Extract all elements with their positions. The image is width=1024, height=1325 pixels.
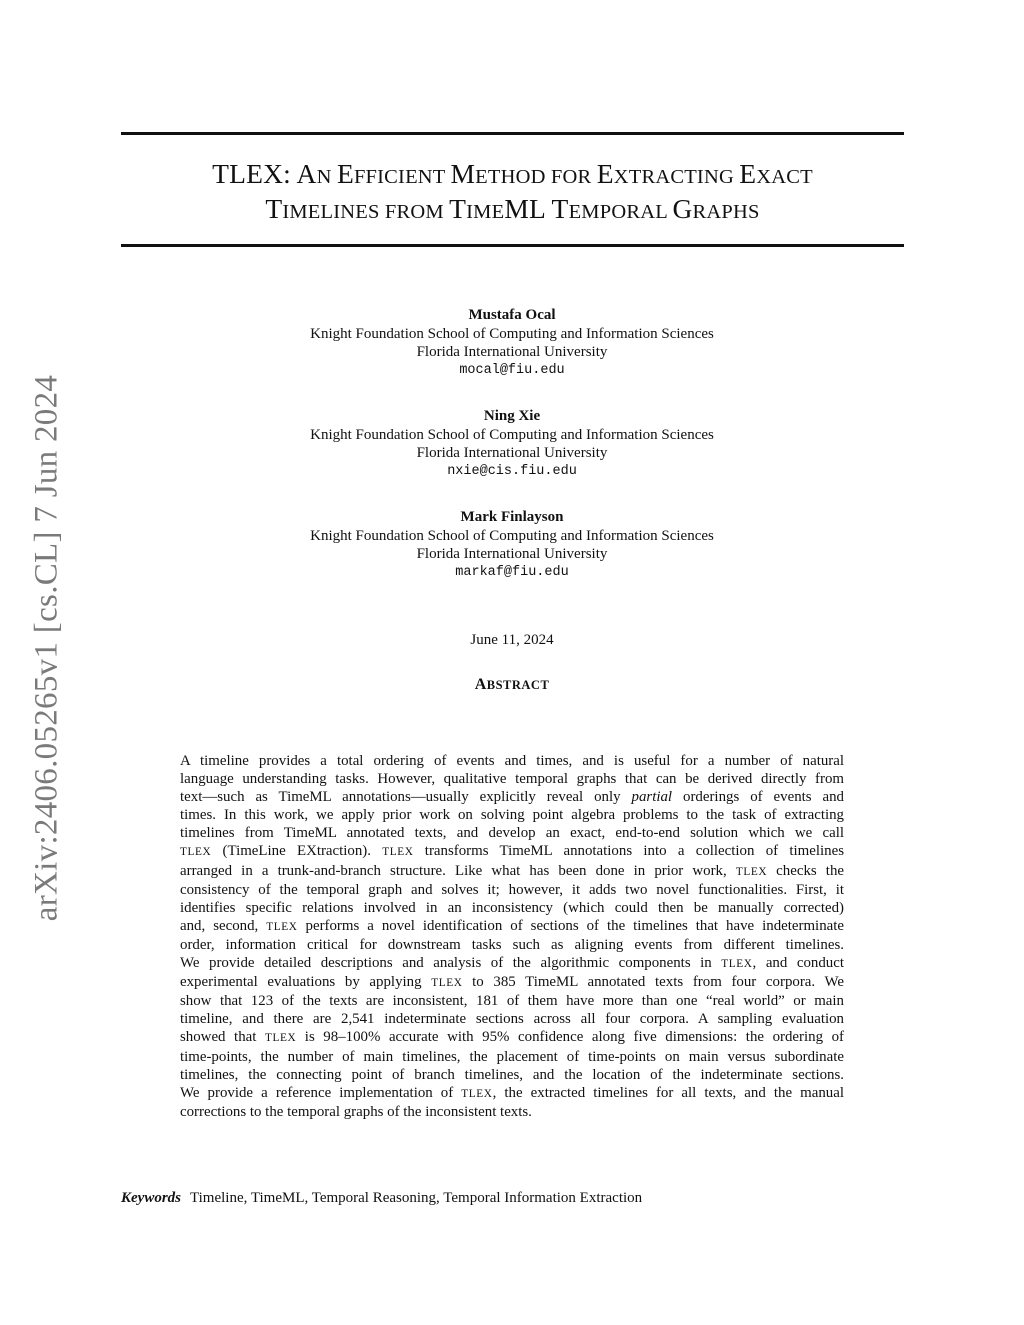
abstract-heading — [0, 676, 1024, 694]
title-rule-bottom — [121, 244, 904, 247]
tlex-system-name: TLEX — [721, 958, 753, 971]
author-institution: Florida International University — [416, 344, 608, 360]
abstract-line — [180, 1103, 844, 1121]
abstract-line — [180, 752, 844, 770]
abstract-line — [180, 881, 844, 899]
arxiv-identifier-stamp: arXiv:2406.05265v1 [cs.CL] 7 Jun 2024 — [28, 374, 65, 922]
author-entry — [0, 508, 1024, 582]
author-affiliation: Knight Foundation School of Computing and Information Sciences — [310, 527, 714, 544]
abstract-line — [180, 973, 844, 992]
abstract-line — [180, 992, 844, 1010]
title-segment-small: N — [316, 166, 337, 188]
abstract-line — [180, 1084, 844, 1103]
author-block — [0, 306, 1024, 609]
title-segment-small: XTRACTING — [613, 166, 740, 188]
abstract-text: transforms TimeML annotations into a collection of timelines — [413, 843, 844, 860]
abstract-line — [180, 936, 844, 954]
abstract-line — [180, 1028, 844, 1047]
title-segment-small: ETHOD FOR — [475, 166, 597, 188]
abstract-line — [180, 862, 844, 881]
author-name: Ning Xie — [483, 408, 541, 424]
title-segment-large: ML T — [504, 193, 569, 224]
paper-title — [121, 158, 904, 228]
title-segment-small: IMELINES FROM — [282, 201, 450, 223]
title-segment-small: EMPORAL — [568, 201, 673, 223]
title-line-1 — [121, 158, 904, 193]
abstract-text: performs a novel identification of sections of the timelines that have indeterminate — [297, 917, 844, 934]
keywords-label: Keywords — [121, 1190, 181, 1206]
title-segment-large: T — [449, 193, 467, 224]
abstract-text: time-points, the number of main timelines, the placement of time-points on main versus subordinate — [180, 1048, 844, 1065]
abstract-text: is 98–100% accurate with 95% confidence along five dimensions: the ordering of — [296, 1029, 844, 1046]
abstract-text: language understanding tasks. However, qualitative temporal graphs that can be derived directly from — [180, 771, 844, 788]
author-affiliation: Knight Foundation School of Computing and Information Sciences — [310, 426, 714, 443]
abstract-text: text—such as TimeML annotations—usually explicitly reveal only — [180, 789, 632, 806]
abstract-text: , and conduct — [752, 955, 844, 972]
abstract-line — [180, 954, 844, 973]
abstract-text: order, information critical for downstream tasks such as aligning events from different timelines. — [180, 936, 844, 953]
abstract-line — [180, 824, 844, 842]
abstract-line — [180, 806, 844, 824]
abstract-text: , the extracted timelines for all texts, and the manual — [492, 1084, 844, 1101]
title-rule-top — [121, 132, 904, 135]
title-segment-large: G — [672, 193, 693, 224]
tlex-system-name: TLEX — [266, 920, 298, 933]
abstract-text: times. In this work, we apply prior work on solving point algebra problems to the task of extracting — [180, 807, 844, 824]
abstract-text: arranged in a trunk-and-branch structure. Like what has been done in prior work, — [180, 862, 736, 879]
abstract-line — [180, 917, 844, 936]
abstract-text: checks the — [767, 862, 844, 879]
abstract-line — [180, 770, 844, 788]
keywords-text: Timeline, TimeML, Temporal Reasoning, Temporal Information Extraction — [190, 1190, 643, 1206]
abstract-text: experimental evaluations by applying — [180, 974, 432, 991]
title-segment-large: E — [336, 158, 354, 189]
title-segment-large: E — [739, 158, 757, 189]
abstract-line — [180, 788, 844, 806]
author-institution: Florida International University — [416, 445, 608, 461]
author-email[interactable]: markaf@fiu.edu — [455, 564, 569, 580]
author-institution: Florida International University — [416, 546, 608, 562]
abstract-line — [180, 899, 844, 917]
tlex-system-name: TLEX — [735, 865, 768, 878]
abstract-text: consistency of the temporal graph and solves it; however, it adds two novel functionalities. First, it — [180, 881, 844, 898]
author-name: Mustafa Ocal — [468, 307, 556, 323]
title-segment-large: E — [596, 158, 614, 189]
abstract-heading-initial: A — [474, 676, 487, 693]
tlex-system-name: TLEX — [382, 846, 414, 859]
abstract-text: We provide detailed descriptions and analysis of the algorithmic components in — [180, 955, 722, 972]
abstract-text: and, second, — [180, 917, 267, 934]
author-email[interactable]: mocal@fiu.edu — [459, 362, 565, 378]
abstract-text: orderings of events and — [672, 789, 845, 806]
tlex-system-name: TLEX — [264, 1032, 297, 1045]
title-segment-large: TLEX: A — [212, 158, 317, 189]
abstract-line — [180, 1066, 844, 1084]
abstract-text: corrections to the temporal graphs of the inconsistent texts. — [180, 1103, 532, 1120]
title-segment-small: IME — [466, 201, 505, 223]
abstract-text: showed that — [180, 1029, 265, 1046]
tlex-system-name: TLEX — [461, 1087, 493, 1100]
title-segment-small: XACT — [756, 166, 813, 188]
tlex-system-name: TLEX — [431, 977, 463, 990]
keywords-line — [121, 1190, 642, 1207]
title-segment-large: M — [450, 158, 476, 189]
abstract-text: to 385 TimeML annotated texts from four corpora. We — [462, 974, 844, 991]
author-entry — [0, 407, 1024, 481]
title-line-2 — [121, 193, 904, 228]
abstract-text: timeline, and there are 2,541 indeterminate sections across all four corpora. A sampling evaluation — [180, 1011, 844, 1028]
publication-date: June 11, 2024 — [470, 632, 554, 648]
title-segment-large: T — [265, 193, 283, 224]
abstract-text: timelines from TimeML annotated texts, and develop an exact, end-to-end solution which we call — [180, 825, 844, 842]
author-email[interactable]: nxie@cis.fiu.edu — [447, 463, 577, 479]
abstract-text: timelines, the connecting point of branch timelines, and the location of the indeterminate sections. — [180, 1066, 844, 1083]
abstract-text: show that 123 of the texts are inconsistent, 181 of them have more than one “real world” or main — [180, 993, 844, 1010]
abstract-emphasis: partial — [631, 789, 673, 806]
abstract-heading-rest: BSTRACT — [486, 678, 550, 692]
author-affiliation: Knight Foundation School of Computing and Information Sciences — [310, 325, 714, 342]
title-segment-small: FFICIENT — [353, 166, 451, 188]
tlex-system-name: TLEX — [180, 846, 212, 859]
abstract-text: identifies specific relations involved in an inconsistency (which could then be manually corrected) — [180, 899, 844, 916]
abstract-text: (TimeLine EXtraction). — [211, 843, 383, 860]
abstract-text: We provide a reference implementation of — [180, 1084, 462, 1101]
abstract-line — [180, 1048, 844, 1066]
author-entry — [0, 306, 1024, 380]
abstract-line — [180, 1010, 844, 1028]
title-segment-small: RAPHS — [692, 201, 760, 223]
abstract-line — [180, 842, 844, 861]
author-name: Mark Finlayson — [460, 509, 564, 525]
abstract-body — [180, 752, 844, 1121]
abstract-text: A timeline provides a total ordering of events and times, and is useful for a number of natural — [180, 753, 844, 769]
